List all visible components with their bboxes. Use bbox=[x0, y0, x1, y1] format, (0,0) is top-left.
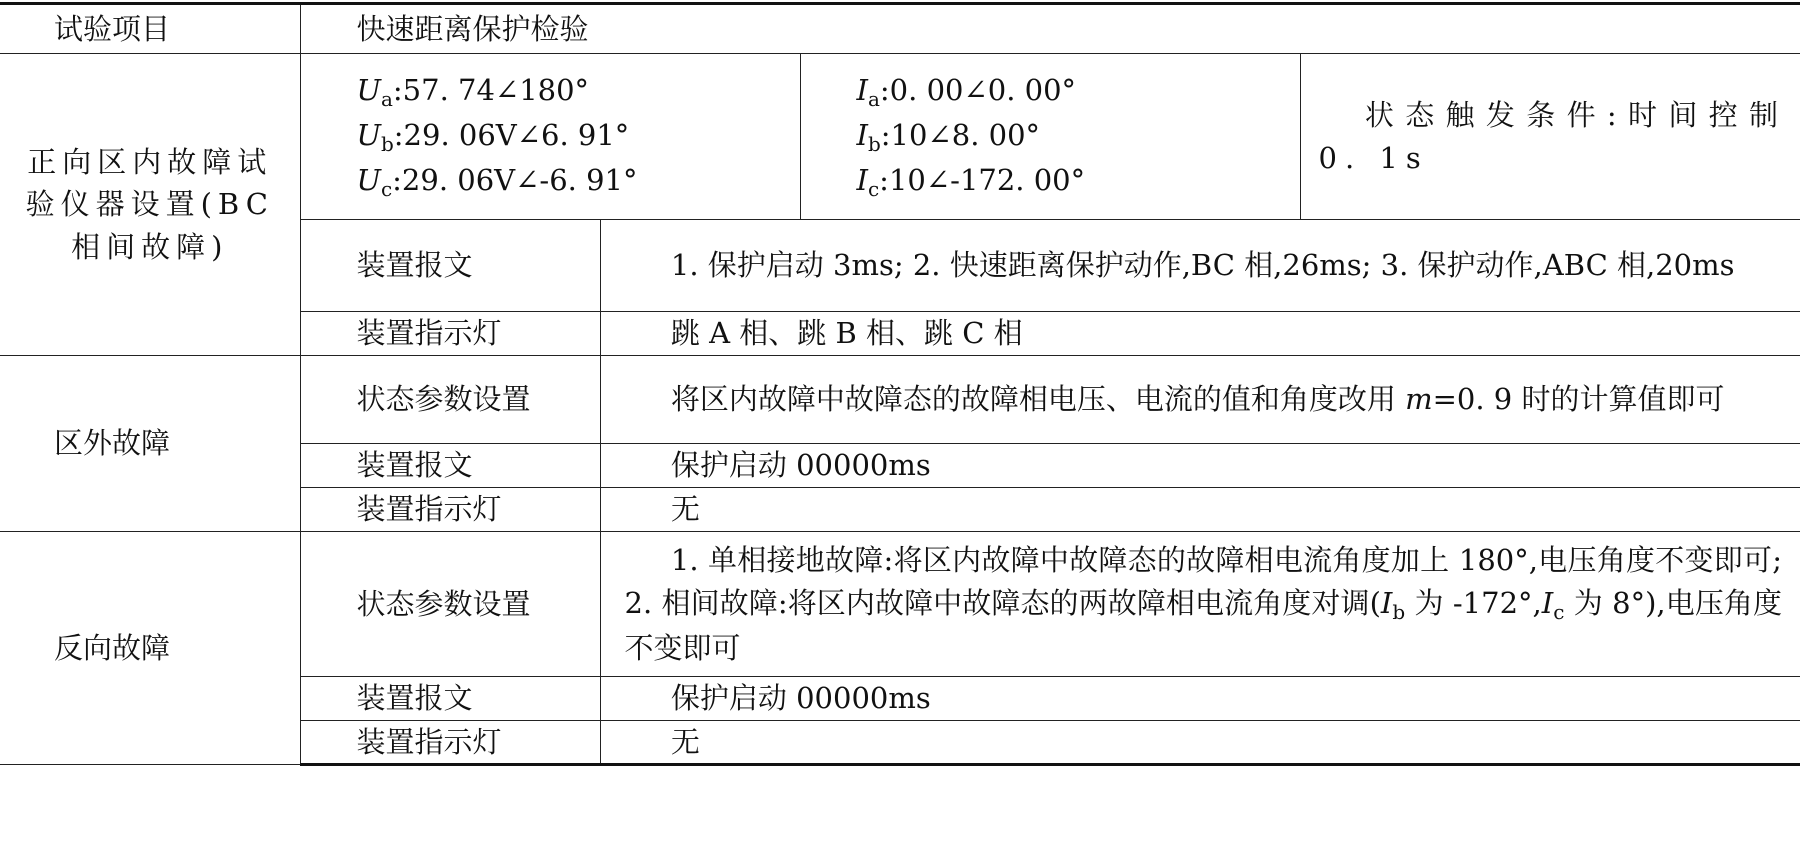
section3-report-label: 装置报文 bbox=[300, 677, 600, 721]
section2-param-row bbox=[0, 356, 1800, 444]
header-col1: 试验项目 bbox=[0, 4, 300, 54]
voltage-ub: $U_b:29$. 06V∠6. 91° bbox=[356, 118, 630, 156]
section2-param-value: 将区内故障中故障态的故障相电压、电流的值和角度改用 m=0. 9 时的计算值即可 bbox=[600, 356, 1800, 444]
voltage-uc: $U_c:29$. 06V∠-6. 91° bbox=[356, 163, 638, 201]
header-col2: 快速距离保护检验 bbox=[300, 4, 1800, 54]
section3-param-label: 状态参数设置 bbox=[300, 532, 600, 677]
section1-settings-row bbox=[0, 54, 1800, 220]
trigger-condition: 状态触发条件:时间控制 0. 1s bbox=[1300, 54, 1800, 220]
section1-indicator-label: 装置指示灯 bbox=[300, 312, 600, 356]
section2-report-label: 装置报文 bbox=[300, 444, 600, 488]
section1-indicator-value: 跳 A 相、跳 B 相、跳 C 相 bbox=[600, 312, 1800, 356]
section2-report-value: 保护启动 00000ms bbox=[600, 444, 1800, 488]
section3-param-value: 1. 单相接地故障:将区内故障中故障态的故障相电流角度加上 180°,电压角度不变即可; 2. 相间故障:将区内故障中故障态的两故障相电流角度对调($I_b$ 为 $-172^\circ,I_c$ 为 8°),电压角度不变即可 bbox=[600, 532, 1800, 677]
section1-label: 正向区内故障试验仪器设置(BC相间故障) bbox=[0, 54, 300, 356]
section3-indicator-value: 无 bbox=[600, 721, 1800, 765]
voltage-settings bbox=[300, 54, 800, 220]
current-ia: $I_a:0$. 00∠0. 00° bbox=[856, 73, 1077, 111]
test-table bbox=[0, 2, 1800, 766]
current-settings bbox=[800, 54, 1300, 220]
section2-indicator-label: 装置指示灯 bbox=[300, 488, 600, 532]
section1-report-value: 1. 保护启动 3ms; 2. 快速距离保护动作,BC 相,26ms; 3. 保护动作,ABC 相,20ms bbox=[600, 220, 1800, 312]
section2-label: 区外故障 bbox=[0, 356, 300, 532]
section3-param-row bbox=[0, 532, 1800, 677]
current-ib: $I_b:10\angle 8$. 00° bbox=[856, 118, 1041, 156]
section1-report-label: 装置报文 bbox=[300, 220, 600, 312]
section2-param-label: 状态参数设置 bbox=[300, 356, 600, 444]
voltage-ua: $U_a:57$. 74∠180° bbox=[356, 73, 590, 111]
section3-indicator-label: 装置指示灯 bbox=[300, 721, 600, 765]
section3-report-value: 保护启动 00000ms bbox=[600, 677, 1800, 721]
section3-label: 反向故障 bbox=[0, 532, 300, 765]
section2-indicator-value: 无 bbox=[600, 488, 1800, 532]
current-ic: $I_c:10\angle-172$. 00° bbox=[856, 163, 1086, 201]
header-row bbox=[0, 4, 1800, 54]
